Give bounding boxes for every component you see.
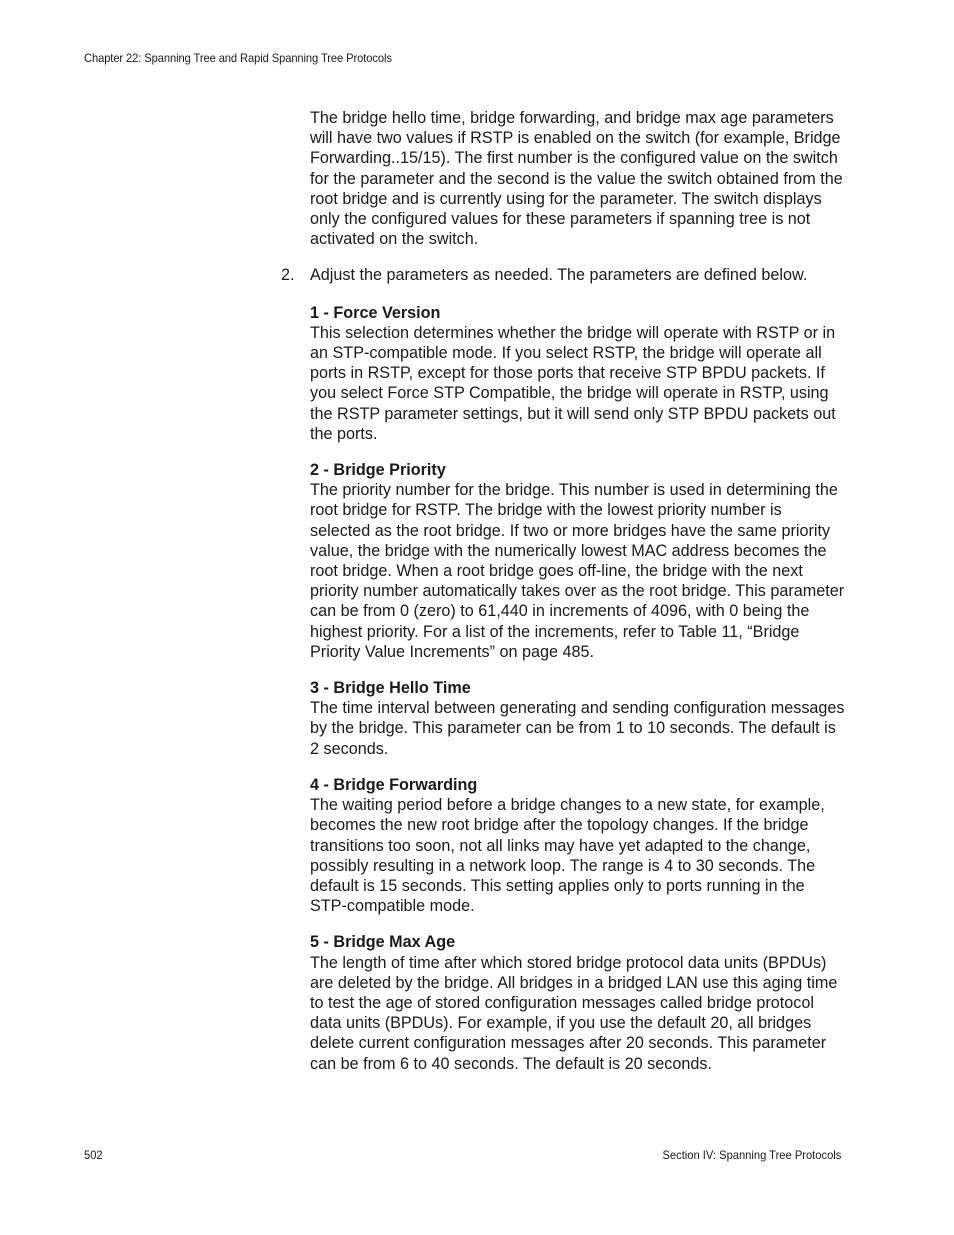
step-number: 2. <box>281 266 295 285</box>
parameter-title: 5 - Bridge Max Age <box>310 933 456 952</box>
parameter-bridge-max-age <box>310 932 845 1073</box>
running-header: Chapter 22: Spanning Tree and Rapid Spanning Tree Protocols <box>84 51 392 65</box>
parameter-description: This selection determines whether the bridge will operate with RSTP or in an STP-compatible mode. If you select RSTP, the bridge will operate all ports in RSTP, except for those ports that receive STP BPDU packets. If you select Force STP Compatible, the bridge will operate in RSTP, using the RSTP parameter settings, but it will send only STP BPDU packets out the ports. <box>310 323 836 443</box>
parameter-title: 4 - Bridge Forwarding <box>310 775 478 794</box>
parameter-title: 1 - Force Version <box>310 303 441 322</box>
parameter-bridge-priority <box>310 460 845 662</box>
running-footer: Section IV: Spanning Tree Protocols <box>662 1148 841 1162</box>
parameter-description: The waiting period before a bridge changes to a new state, for example, becomes the new root bridge after the topology changes. If the bridge transitions too soon, not all links may have yet adapted to the change, possibly resulting in a network loop. The range is 4 to 30 seconds. The default is 15 seconds. This setting applies only to ports running in the STP-compatible mode. <box>310 796 825 916</box>
parameter-description: The length of time after which stored bridge protocol data units (BPDUs) are deleted by the bridge. All bridges in a bridged LAN use this aging time to test the age of stored configuration messages called bridge protocol data units (BPDUs). For example, if you use the default 20, all bridges delete current configuration messages after 20 seconds. This parameter can be from 6 to 40 seconds. The default is 20 seconds. <box>310 953 838 1073</box>
parameter-bridge-hello-time <box>310 678 845 759</box>
parameter-description: The time interval between generating and sending configuration messages by the bridge. This parameter can be from 1 to 10 seconds. The default is 2 seconds. <box>310 699 845 758</box>
parameter-title: 3 - Bridge Hello Time <box>310 679 471 698</box>
page-body <box>281 108 845 1090</box>
parameter-description: The priority number for the bridge. This number is used in determining the root bridge for RSTP. The bridge with the lowest priority number is selected as the root bridge. If two or more bridges have the same priority value, the bridge with the numerically lowest MAC address becomes the root bridge. When a root bridge goes off-line, the bridge with the next priority number automatically takes over as the root bridge. This parameter can be from 0 (zero) to 61,440 in increments of 4096, with 0 being the highest priority. For a list of the increments, refer to Table 11, “Bridge Priority Value Increments” on page 485. <box>310 481 845 661</box>
intro-paragraph: The bridge hello time, bridge forwarding, and bridge max age parameters will have two values if RSTP is enabled on the switch (for example, Bridge Forwarding..15/15). The first number is the configured value on the switch for the parameter and the second is the value the switch obtained from the root bridge and is currently using for the parameter. The switch displays only the configured values for these parameters if spanning tree is not activated on the switch. <box>310 109 843 249</box>
parameter-bridge-forwarding <box>310 775 845 916</box>
step-item <box>281 265 845 285</box>
step-text: Adjust the parameters as needed. The parameters are defined below. <box>310 266 808 285</box>
page-number: 502 <box>84 1148 103 1162</box>
parameter-force-version <box>310 303 845 444</box>
parameter-title: 2 - Bridge Priority <box>310 461 446 480</box>
